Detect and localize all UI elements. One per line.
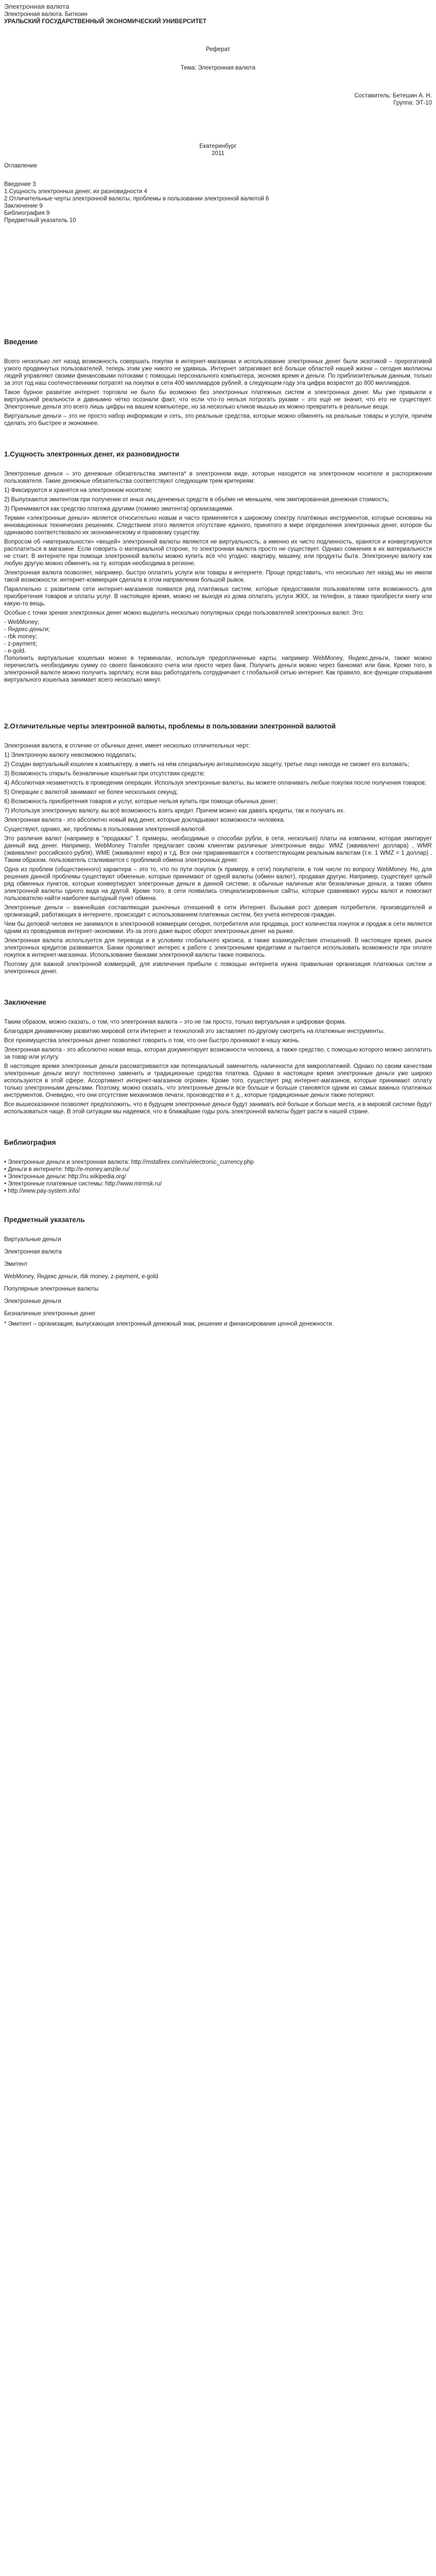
section1-paragraph: Термин «электронные деньги» является относительно новым и часто применяется к широкому спектру платёжных инструментов, которые основаны на инновационных технических решениях. Следствием этого является отсутствие единого, принятого в мире определения электронных денег, которое бы одинаково соответствовало их экономическому и правовому существу.	[4, 515, 432, 536]
section1-paragraph: Вопросом об «материальности» «вещей» электронной валюты являются не виртуальность, а именно их чисто подлинность, хранятся и конвертируются расплатиться в магазине. Если говорить о материальной стороне, то электронная валюта просто не существует. Однако сомнения в их материальности не стоит. В интернете при помощи электронной валюты можно купить всё что угодно: квартиру, машину, или продукты быта. Электронную валюту как любую другую можно обменять на ту, которая необходима в регионе.	[4, 539, 432, 567]
index-item: Электронная валюта	[4, 1249, 62, 1255]
document-type: Реферат	[205, 46, 231, 53]
bibliography-item[interactable]: • Электронные деньги и электронная валюта: http://mstafirex.com/ru/electronic_currency.php	[4, 1159, 254, 1165]
toc-title: Оглавление	[4, 163, 38, 169]
section1-paragraph: Параллельно с развитием сети интернет-магазинов появился ряд платёжных систем, которые предоставили пользователям сети возможность для приобретения товаров и оплаты услуг. В настоящее время, можно не выходя из дома оплатить услуги ЖКХ, за телефон, а также приобрести книгу или какую-то вещь.	[4, 586, 432, 607]
section1-criterion: 2) Выпускаются эмитентом при получении от иных лиц денежных средств в объёме не меньшем, чем эмитированная денежная стоимость;	[4, 497, 390, 503]
document-title: Электронная валюта	[4, 3, 69, 10]
conclusion-paragraph: В настоящее время электронные деньги рассматриваются как потенциальный заменитель наличности для микроплатежей. Однако по своим качествам электронные деньги могут постепенно заменить и традиционные средства платежа. Однако в настоящее время электронные деньги уже широко используются в этой сфере. Ассортимент интернет-магазинов огромен. Кроме того, существует ряд интернет-магазинов, которые принимают оплату только электронными деньгами. Поэтому, можно сказать, что электронные деньги все больше и больше становятся одним из самых важных платежных инструментов. Очевидно, что они отсутствие механизмов печати, производства и т. д., которые традиционные деньги также потеряют.	[4, 1063, 432, 1098]
bibliography-item[interactable]: • Электронные деньги: http://ru.wikipedia.org/	[4, 1174, 126, 1180]
toc-item[interactable]: 2.Отличительные черты электронной валюты, проблемы в пользовании электронной валютой 6	[4, 196, 269, 202]
conclusion-paragraph: Все вышесказанное позволяет предположить, что в будущем электронные деньги будут занимать всё больше и больше места, и в мировой системе будут использоваться чаще. В этой ситуации мы надеемся, что в ближайшие годы роль электронной валюты будет расти в нашей стране.	[4, 1101, 432, 1115]
year-line: 2011	[212, 150, 224, 157]
section2-paragraph: Поэтому для важной электронной коммерций, для извлечения прибыли с помощью интернета нужна правильная организация платежных систем и электронных денег.	[4, 961, 432, 975]
section1-heading: 1.Сущность электронных денег, их разновидности	[4, 450, 180, 458]
bibliography-list	[4, 1159, 432, 1195]
toc-item[interactable]: Заключение 9	[4, 203, 43, 209]
section2-paragraph: Электронные деньги – важнейшая составляющая рыночных отношений в сети Интернет. Вызывая рост доверия потребителя, производителей и организаций, работающих в интернете, происходит с использованием платежных систем, без учета интересов граждан.	[4, 905, 432, 918]
section2-feature: 4) Абсолютная незаметность в проведении операции. Используя электронные валюты, вы можете оплачивать любые покупки после получения товаров;	[4, 780, 427, 786]
conclusion-paragraph: Все преимущества электронных денег позволяют говорить о том, что они быстро проникают в нашу жизнь.	[4, 1038, 301, 1044]
city-line: Екатеринбург	[199, 143, 237, 149]
toc-item[interactable]: 1.Сущность электронных денег, их разновидности 4	[4, 189, 148, 195]
university-name: УРАЛЬСКИЙ ГОСУДАРСТВЕННЫЙ ЭКОНОМИЧЕСКИЙ УНИВЕРСИТЕТ	[4, 19, 207, 25]
section2-feature: 5) Операции с валютой занимают не более нескольких секунд;	[4, 789, 178, 795]
section2-paragraph: Существуют, однако, же, проблемы в пользовании электронной валютой.	[4, 826, 206, 833]
group-line: Группа: ЭТ-10	[393, 100, 432, 106]
bibliography-item[interactable]: • Электронные платежные системы: http://www.mirmsk.ru/	[4, 1181, 162, 1187]
intro-paragraph: Такое бурное развитие интернет торговли не было бы возможно без электронных платежных систем и электронных денег. Мы уже привыкли к виртуальной реальности и давнымно чётко осознали факт, что если что-то нельзя потрогать руками – это ещё не значит, что его не существует. Электронные деньги это всего лишь цифры на вашем компьютере, но за несколько кликов мышью их можно превратить в реальные вещи.	[4, 389, 432, 410]
index-item: WebMoney, Яндекс деньги, rbk money, z-payment, e-gold	[4, 1274, 159, 1280]
section1-paragraph: Пополнить виртуальные кошельки можно в терминалах, используя предоплаченные карты, например WebMoney, Яндекс.деньги, также можно перечислить необходимую сумму со своего банковского счета или просто через банк. Получить деньги можно через банкомат или банк. Кроме того, в электронной валюте можно получить зарплату, если ваш работодатель сотрудничает с глобальной сетью интернет. Как правило, все функции открывания виртуального кошелька занимает всего несколько минут.	[4, 655, 432, 683]
section2-heading: 2.Отличительные черты электронной валюты, проблемы в пользовании электронной валютой	[4, 722, 336, 730]
section1-paragraph: Электронные деньги – это денежные обязательства эмитента* в электронном виде, которые находятся на электронном носителе в распоряжении пользователя. Такие денежные обязательства соответствуют следующим трем критериям:	[4, 471, 432, 484]
index-item: Популярные электронные валюты	[4, 1286, 99, 1292]
index-heading: Предметный указатель	[4, 1216, 85, 1224]
conclusion-paragraph: Электронная валюта - это абсолютно новая вещь, которая документирует возможности человека, а также средство, с помощью которого можно заплатить за товар или услугу.	[4, 1047, 432, 1060]
bibliography-heading: Библиография	[4, 1139, 56, 1146]
toc-item[interactable]: Введение 3	[4, 181, 36, 188]
section1-paragraph: Электронная валюта позволяет, например, быстро оплатить услуги или товары в интернете. Проще представить, что несколько лет назад мы не имели такой возможности: интернет-коммерция сделала в этом направлении большой рывок.	[4, 570, 432, 583]
toc-item[interactable]: Предметный указатель 10	[4, 217, 76, 224]
currency-list-item: - rbk money;	[4, 634, 37, 640]
bibliography-item[interactable]: • http://www.pay-system.info/	[4, 1188, 80, 1194]
conclusion-heading: Заключение	[4, 998, 46, 1006]
index-item: Виртуальные деньги	[4, 1236, 61, 1243]
section2-feature: 2) Создан виртуальный кошелек к компьютеру, а иметь на нём специальную антишпионскую защиту, третье лицо никогда не сможет его взломать;	[4, 761, 409, 768]
toc-list	[4, 181, 432, 224]
section2-paragraph: Одна из проблем (общественного) характера – это то, что по пути покупок (к примеру, в сети) покупатели, в том числе по вопросу WebMoney. Но, для решения данной проблемы существуют обменные, которые принимают от одной валюты (обмен валют), продавая другую. Например, существует целый ряд обменных пунктов, которые конвертируют электронные деньги в данной системе, в обычные наличные или безналичные деньги, а также обмен электронной валюты одного вида на другой. Кроме того, в сети появились специализированные сайты, которые сравнивают курсы валют и помогают пользователю найти наиболее выгодный пункт обмена.	[4, 867, 432, 902]
intro-heading: Введение	[4, 338, 38, 346]
intro-paragraph: Всего несколько лет назад возможность совершать покупки в интернет-магазинах и использование электронных денег были экзотикой – прерогативой узкого продвинутых пользователей, теперь этим уже никого не удивишь. Интернет затрагивает всё больше областей нашей жизни – сегодня миллионы людей управляют своими финансовыми потоками с помощью персонального компьютера, экономя время и деньги. По приблизительным данным, только за этот год наш соотечественники потратят на покупки в сети 400 миллиардов рублей, в следующем году эта цифра возрастет до 800 миллиардов.	[4, 359, 432, 386]
section1-criterion: 3) Принимаются как средство платежа другими (помимо эмитента) организациями.	[4, 506, 234, 512]
currency-list-item: - WebMoney;	[4, 619, 40, 625]
section2-feature: 1) Электронную валюту невозможно подделать;	[4, 752, 136, 758]
index-item: Безналичные электронные денег	[4, 1311, 96, 1317]
section1-paragraph: Особые с точки зрения электронных денег можно выделить несколько популярных среди пользователей электронных валют. Это:	[4, 610, 364, 616]
currency-list-item: - e-gold.	[4, 648, 26, 654]
section2-paragraph: Электронная валюта используется для перевода и в условиях глобального кризиса, а также взаимодействия отношений. В настоящее время, рынок электронных кредитов развивается. Банки проявляют интерес к работе с электронными кредитами и пытаются использовать возможности при оплате покупок в интернет-магазинах. Использование банками электронной валюты также появилось.	[4, 938, 432, 958]
footnote: * Эмитент – организация, выпускающая электронный денежный знак, решение и финансирование ценной денежности.	[4, 1321, 334, 1327]
section1-criterion: 1) Фиксируются и хранятся на электронном носителе;	[4, 487, 153, 494]
toc-item[interactable]: Библиография 9	[4, 210, 50, 216]
conclusion-paragraph: Таким образом, можно сказать, о том, что электронная валюта – это не так просто, только виртуальная и цифровая форма.	[4, 1019, 346, 1025]
subtitle-line: Электронная валюта. Биткоин	[4, 11, 88, 18]
section2-paragraph: Это различия валют (например в "продажах" Т. примеры, необходимые о способах рубли, в сети, несколько) платы на компании, которая эмитирует данный вид денег. Например, WebMoney Transfer предлагает своим клиентам различные электронные виды: WMZ (эквивалент доллара) , WMR (эквивалент российского рубля), WME (эквивалент евро) и т.д. Все они приравниваются к соответствующим реальным валютам (т.е. 1 WMZ = 1 доллар) . Таким образом, пользователь сталкивается с проблемой обмена электронных денег.	[4, 836, 432, 863]
document-topic: Тема: Электронная валюта	[180, 65, 256, 71]
section2-feature: 6) Возможность приобретения товаров и услуг, которые нельзя купить при помощи обычных денег;	[4, 799, 278, 805]
section2-feature: 7) Используя электронную валюту, вы всё возможность взять кредит. Причем можно как давать кредиты, так и получать их.	[4, 808, 345, 814]
section2-paragraph: Электронная валюта, в отличие от обычных денег, имеет несколько отличительных черт:	[4, 743, 250, 749]
section2-feature: 3) Возможность открыть безналичные кошельки при отсутствии средств;	[4, 771, 205, 777]
currency-list-item: - Яндекс-деньги;	[4, 626, 50, 633]
currency-list-item: - z-payment;	[4, 641, 37, 647]
index-item: Эмитент	[4, 1261, 28, 1267]
conclusion-paragraph: Благодаря динамичному развитию мировой сети Интернет и технологий это заставляет по-другому смотреть на платежные инструменты.	[4, 1028, 385, 1035]
section2-paragraph: Электронная валюта - это абсолютно новый вид денег, которые докладывают возможности человека.	[4, 817, 285, 823]
author-line: Составитель: Бетешин А. Н.	[354, 93, 432, 99]
intro-paragraph: Виртуальные деньги – это не просто набор информации и сеть, это реальные средства, которые можно обменять на реальные товары и услуги, причём сделать это быстрее и экономнее.	[4, 413, 432, 427]
section2-paragraph: Чем бы деловой человек не занимался в электронной коммерции сегодня, потребителя или продавца, рост количества покупок и продаж в сети является одним из проводников интернет-экономики. Из-за этого даже вырос оборот электронных денег на рынке.	[4, 921, 432, 935]
index-item: Электронные деньги	[4, 1298, 61, 1304]
bibliography-item[interactable]: • Деньги в интернете: http://e-money.amzile.ru/	[4, 1166, 130, 1173]
